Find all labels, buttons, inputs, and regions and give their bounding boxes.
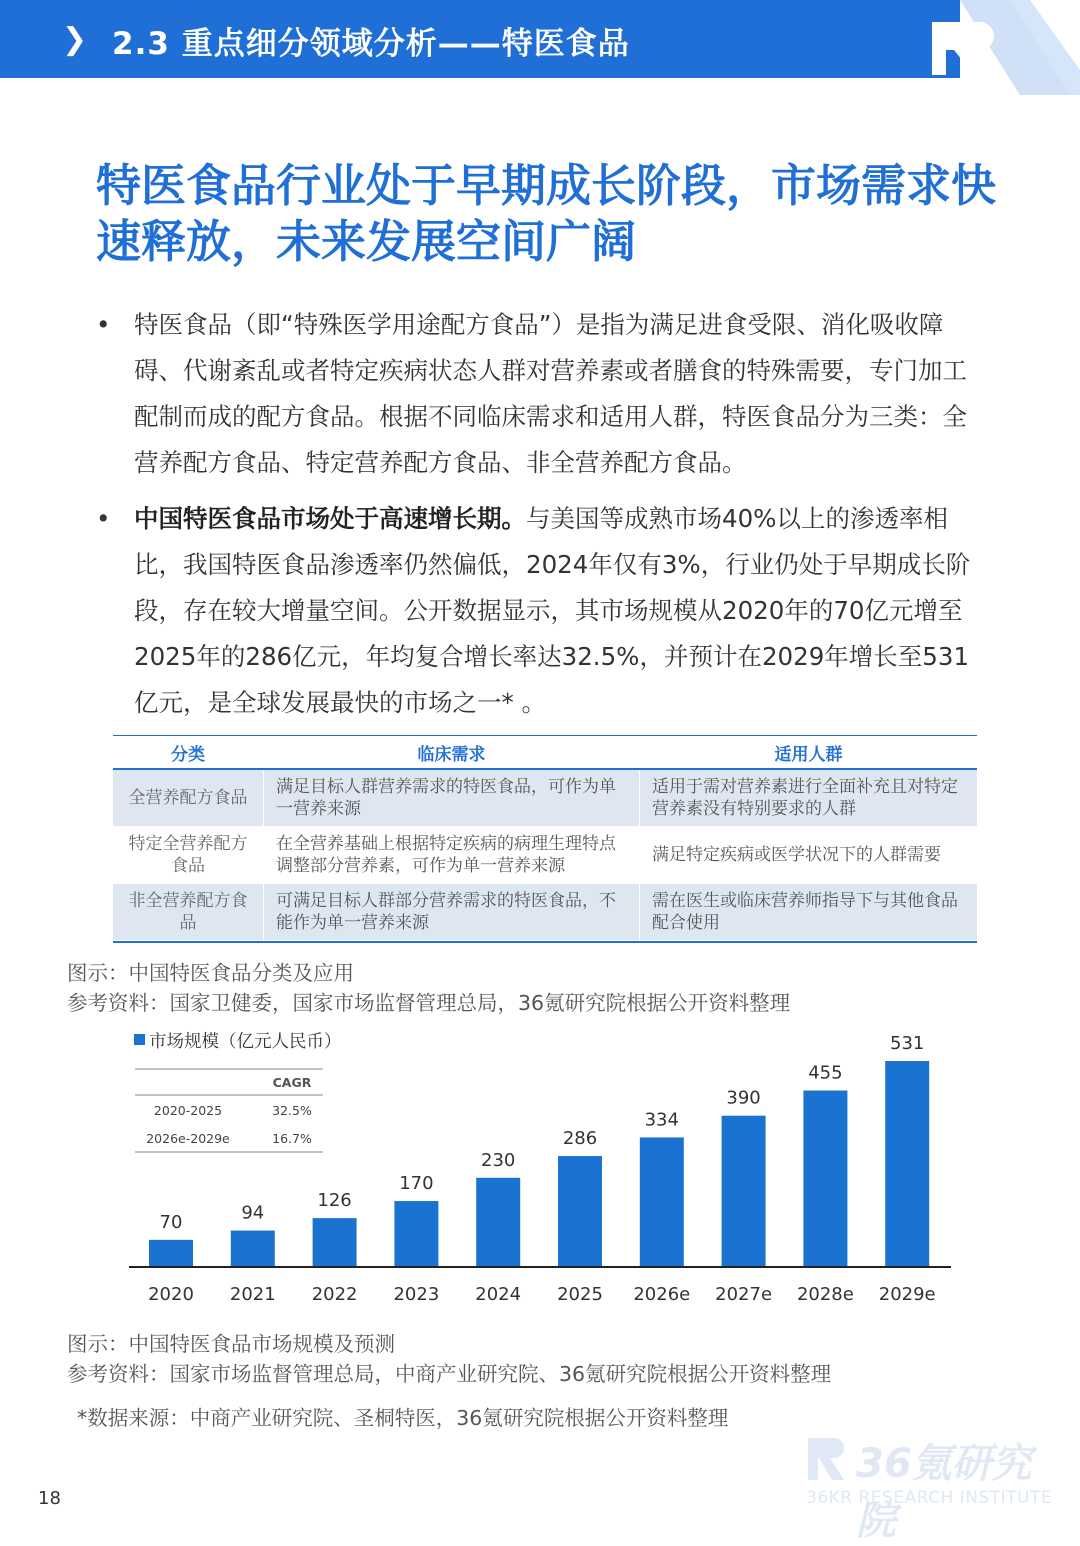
table-caption: 图示：中国特医食品分类及应用	[67, 961, 354, 985]
table-row	[113, 770, 977, 827]
bullet-item-definition	[96, 302, 986, 486]
bullet-dot: •	[96, 504, 111, 533]
data-label-2020: 70	[159, 1211, 183, 1233]
bar-2024	[476, 1178, 520, 1267]
classification-table	[113, 735, 977, 943]
bar-2029e	[885, 1061, 929, 1267]
legend-swatch	[134, 1034, 145, 1045]
legend-label: 市场规模（亿元人民币）	[149, 1032, 342, 1052]
chart-source: 参考资料：国家市场监督管理总局，中商产业研究院、36氪研究院根据公开资料整理	[67, 1362, 832, 1386]
table-source: 参考资料：国家卫健委，国家市场监督管理总局，36氪研究院根据公开资料整理	[67, 991, 791, 1015]
table-cell: 全营养配方食品	[128, 788, 248, 808]
cagr-period: 2026e-2029e	[146, 1131, 230, 1146]
data-label-2026e: 334	[644, 1109, 679, 1131]
brand-cn: 36氪研究院	[856, 1441, 1032, 1544]
brand-watermark	[806, 1432, 1056, 1544]
bar-2026e	[640, 1137, 684, 1267]
bar-2022	[313, 1218, 357, 1267]
bar-2020	[149, 1240, 193, 1267]
data-label-2024: 230	[481, 1149, 516, 1171]
main-title: 特医食品行业处于早期成长阶段，市场需求快速释放，未来发展空间广阔	[96, 159, 997, 268]
table-cell: 满足特定疾病或医学状况下的人群需要	[639, 827, 977, 883]
data-label-2021: 94	[241, 1202, 265, 1224]
market-size-bar-chart	[0, 1025, 1080, 1315]
cagr-value: 32.5%	[272, 1103, 312, 1118]
data-label-2028e: 455	[808, 1062, 843, 1084]
data-label-2023: 170	[399, 1173, 434, 1195]
table-cell: 在全营养基础上根据特定疾病的病理生理特点调整部分营养素，可作为单一营养来源	[263, 827, 639, 883]
cagr-period: 2020-2025	[153, 1103, 223, 1118]
section-title: 2.3 重点细分领域分析——特医食品	[112, 26, 630, 62]
chevron-right-icon: ❯	[62, 22, 88, 57]
bar-2028e	[803, 1090, 847, 1267]
table-cell: 满足目标人群营养需求的特医食品，可作为单一营养来源	[263, 770, 639, 826]
table-cell: 可满足目标人群部分营养需求的特医食品，不能作为单一营养来源	[263, 884, 639, 940]
bar-2025	[558, 1156, 602, 1267]
bar-2027e	[722, 1116, 766, 1267]
table-row	[113, 827, 977, 884]
footnote: *数据来源：中商产业研究院、圣桐特医，36氪研究院根据公开资料整理	[77, 1406, 729, 1430]
bullet-dot: •	[96, 310, 111, 339]
bullet-bold-lead: 中国特医食品市场处于高速增长期。	[134, 504, 526, 533]
table-cell: 需在医生或临床营养师指导下与其他食品配合使用	[639, 884, 977, 940]
table-header-cell: 分类	[171, 744, 205, 765]
bars-group	[148, 1033, 936, 1305]
x-tick-label-2025: 2025	[557, 1284, 603, 1305]
data-label-2029e: 531	[890, 1033, 925, 1055]
cagr-value: 16.7%	[272, 1131, 312, 1146]
x-tick-label-2028e: 2028e	[796, 1284, 854, 1305]
bar-2023	[394, 1201, 438, 1267]
bullet-text: 特医食品（即“特殊医学用途配方食品”）是指为满足进食受限、消化吸收障碍、代谢紊乱或者特定疾病状态人群对营养素或者膳食的特殊需要，专门加工配制而成的配方食品。根据不同临床需求和适用人群，特医食品分为三类：全营养配方食品、特定营养配方食品、非全营养配方食品。	[134, 310, 967, 477]
bullet-item-market	[96, 496, 986, 726]
bullet-text	[134, 496, 986, 726]
36kr-logo-icon	[920, 0, 1080, 95]
chart-caption: 图示：中国特医食品市场规模及预测	[67, 1332, 395, 1356]
cagr-header: CAGR	[272, 1075, 312, 1090]
x-tick-label-2022: 2022	[311, 1284, 358, 1305]
table-cell: 特定全营养配方食品	[128, 834, 248, 876]
x-tick-label-2020: 2020	[148, 1284, 194, 1305]
table-row	[113, 884, 977, 941]
brand-en: 36KR RESEARCH INSTITUTE	[806, 1488, 1053, 1508]
data-label-2027e: 390	[726, 1087, 761, 1109]
header-bar	[0, 0, 960, 78]
x-tick-label-2021: 2021	[229, 1284, 276, 1305]
bullet-body: 与美国等成熟市场40%以上的渗透率相比，我国特医食品渗透率仍然偏低，2024年仅有3%，行业仍处于早期成长阶段，存在较大增量空间。公开数据显示，其市场规模从2020年的70亿元增至2025年的286亿元，年均复合增长率达32.5%，并预计在2029年增长至531亿元，是全球发展最快的市场之一* 。	[134, 504, 971, 717]
x-tick-label-2023: 2023	[393, 1284, 440, 1305]
table-header-row	[113, 736, 977, 770]
36kr-watermark-logo-icon	[806, 1436, 850, 1482]
data-label-2025: 286	[562, 1128, 598, 1150]
data-label-2022: 126	[317, 1190, 352, 1212]
table-cell: 适用于需对营养素进行全面补充且对特定营养素没有特别要求的人群	[639, 770, 977, 826]
x-tick-label-2026e: 2026e	[633, 1284, 691, 1305]
table-cell: 非全营养配方食品	[128, 891, 248, 933]
page-number: 18	[38, 1488, 61, 1509]
table-header-cell: 临床需求	[263, 740, 639, 765]
bar-2021	[231, 1231, 275, 1267]
table-header-cell: 适用人群	[639, 740, 977, 765]
x-tick-label-2027e: 2027e	[715, 1284, 773, 1305]
x-tick-label-2029e: 2029e	[878, 1284, 936, 1305]
x-tick-label-2024: 2024	[475, 1284, 522, 1305]
